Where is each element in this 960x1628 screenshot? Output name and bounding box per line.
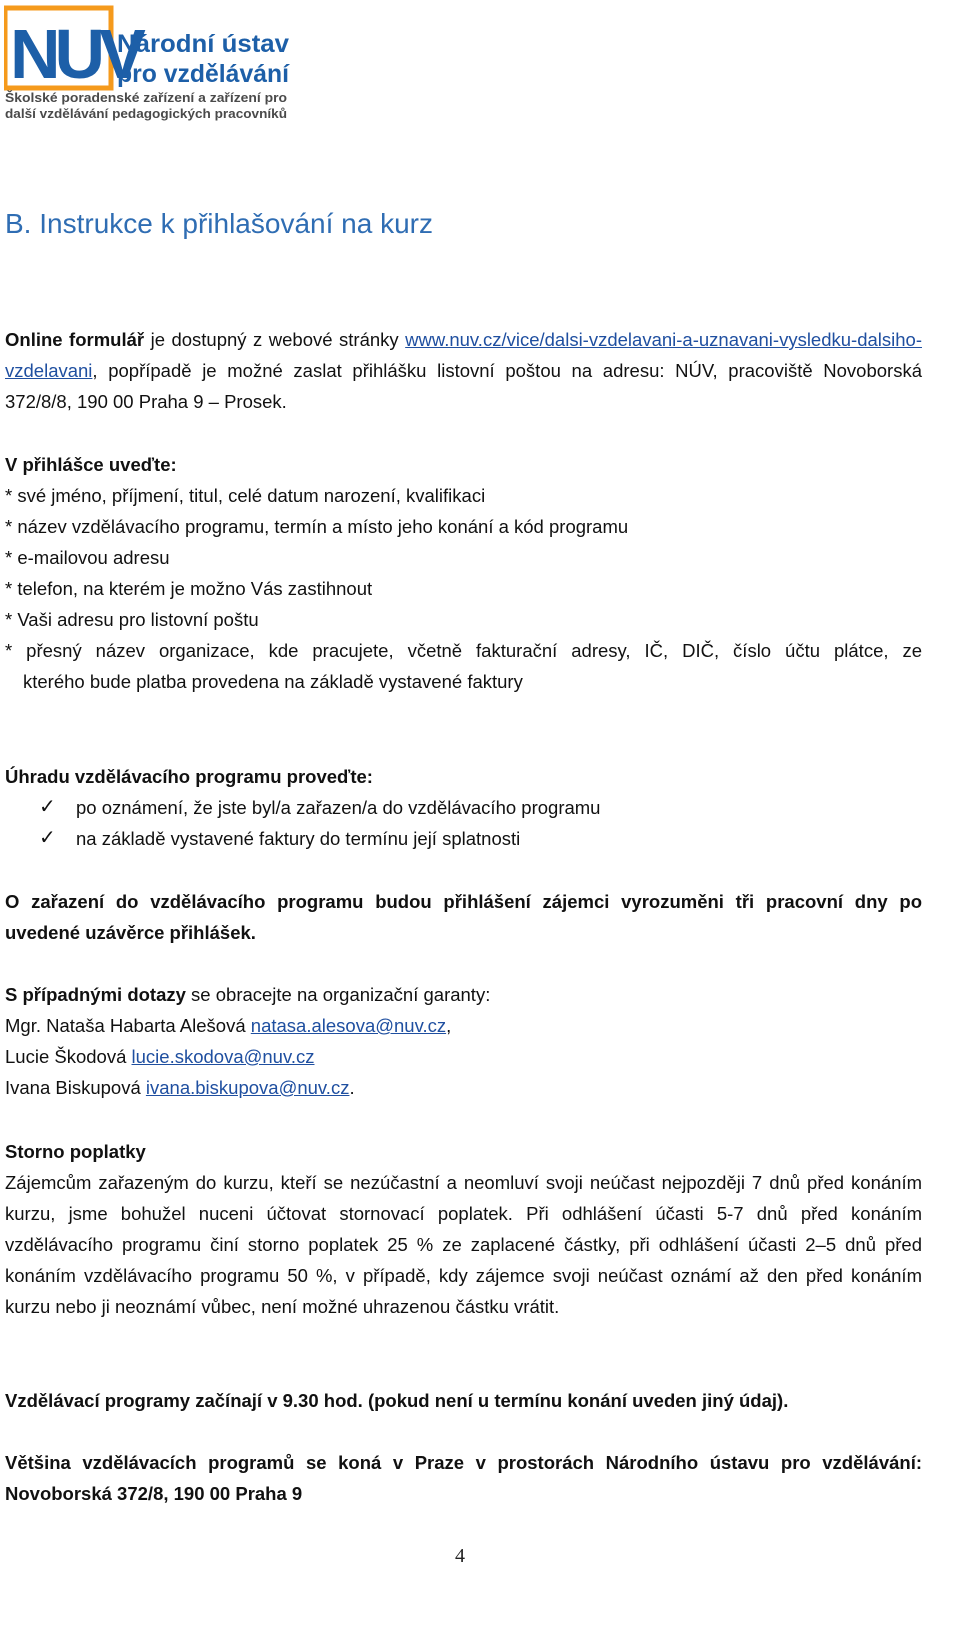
- application-title: V přihlášce uveďte:: [5, 454, 177, 475]
- contact-row: [5, 1072, 922, 1103]
- check-icon: ✓: [39, 796, 56, 818]
- checklist-item-text: na základě vystavené faktury do termínu její splatnosti: [76, 828, 521, 849]
- logo-subtitle-line2: další vzdělávání pedagogických pracovníků: [5, 106, 288, 121]
- list-item: * přesný název organizace, kde pracujete, včetně fakturační adresy, IČ, DIČ, číslo účtu plátce, ze: [5, 640, 922, 661]
- contact-email-link[interactable]: lucie.skodova@nuv.cz: [131, 1046, 315, 1067]
- contact-suffix: ,: [446, 1015, 452, 1036]
- postal-address-text: , popřípadě je možné zaslat přihlášku listovní poštou na adresu: NÚV, pracoviště Novoborská 372/8/8, 190 00 Praha 9 – Prosek.: [5, 360, 922, 412]
- logo-name-line1: Národní ústav: [117, 30, 290, 58]
- list-item: * název vzdělávacího programu, termín a místo jeho konání a kód programu: [5, 516, 629, 537]
- storno-text: Zájemcům zařazeným do kurzu, kteří se nezúčastní a neomluví svoji neúčast nejpozději 7 dnů před konáním kurzu, jsme bohužel nuceni účtovat stornovací poplatek. Při odhlášení účasti 5-7 dnů před konáním vzdělávacího programu činí storno poplatek 25 % ze zaplacené částky, při odhlášení účasti 2–5 dnů před konáním vzdělávacího programu 50 %, v případě, kdy zájemce svoji neúčast oznámí až den před konáním kurzu nebo ji neoznámí vůbec, není možné uhrazenou částku vrátit.: [5, 1172, 922, 1317]
- payment-title: Úhradu vzdělávacího programu proveďte:: [5, 766, 373, 787]
- online-form-label: Online formulář: [5, 329, 145, 350]
- contact-email-link[interactable]: natasa.alesova@nuv.cz: [250, 1015, 447, 1036]
- section-heading: B. Instrukce k přihlašování na kurz: [5, 208, 433, 239]
- checklist-item: [5, 792, 922, 823]
- nuv-logo-graphic: [4, 4, 294, 122]
- location-note: Většina vzdělávacích programů se koná v Praze v prostorách Národního ústavu pro vzdělávání: Novoborská 372/8, 190 00 Praha 9: [5, 1452, 922, 1504]
- start-time-note: Vzdělávací programy začínají v 9.30 hod. (pokud není u termínu konání uveden jiný údaj).: [5, 1390, 789, 1411]
- contacts-intro-text: se obracejte na organizační garanty:: [185, 984, 491, 1005]
- list-item: * své jméno, příjmení, titul, celé datum narození, kvalifikaci: [5, 485, 486, 506]
- contact-row: [5, 1041, 922, 1072]
- storno-title: Storno poplatky: [5, 1141, 146, 1162]
- enrollment-notice: O zařazení do vzdělávacího programu budou přihlášení zájemci vyrozuměni tři pracovní dny po uvedené uzávěrce přihlášek.: [5, 891, 922, 943]
- list-item: * Vaši adresu pro listovní poštu: [5, 609, 259, 630]
- checklist-item-text: po oznámení, že jste byl/a zařazen/a do vzdělávacího programu: [76, 797, 601, 818]
- list-item: * telefon, na kterém je možno Vás zastihnout: [5, 578, 373, 599]
- online-form-paragraph: [5, 324, 922, 417]
- contact-name: Ivana Biskupová: [5, 1077, 146, 1098]
- logo-subtitle-line1: Školské poradenské zařízení a zařízení pro: [5, 90, 288, 105]
- online-form-text: je dostupný z webové stránky: [144, 329, 406, 350]
- contacts-intro-bold: S případnými dotazy: [5, 984, 186, 1005]
- logo-mark: NUV: [10, 15, 140, 93]
- storno-section: [5, 1136, 922, 1322]
- page-number: 4: [455, 1545, 465, 1567]
- contacts-section: [5, 979, 922, 1103]
- nuv-logo: [4, 4, 294, 122]
- logo-name-line2: pro vzdělávání: [117, 60, 291, 88]
- application-requirements: [5, 449, 922, 697]
- check-icon: ✓: [39, 827, 56, 849]
- contact-suffix: .: [349, 1077, 355, 1098]
- registration-link[interactable]: www.nuv.cz/vice/dalsi-vzdelavani-a-uznavani-vysledku-dalsiho-vzdelavani: [5, 329, 922, 381]
- contacts-intro: [5, 979, 922, 1010]
- list-item: * e-mailovou adresu: [5, 547, 170, 568]
- contact-name: Lucie Škodová: [5, 1046, 132, 1067]
- checklist-item: [5, 823, 922, 854]
- payment-section: [5, 761, 922, 854]
- contact-email-link[interactable]: ivana.biskupova@nuv.cz: [145, 1077, 350, 1098]
- contact-row: [5, 1010, 922, 1041]
- contact-name: Mgr. Nataša Habarta Alešová: [5, 1015, 251, 1036]
- list-item-continuation: kterého bude platba provedena na základě vystavené faktury: [23, 671, 523, 692]
